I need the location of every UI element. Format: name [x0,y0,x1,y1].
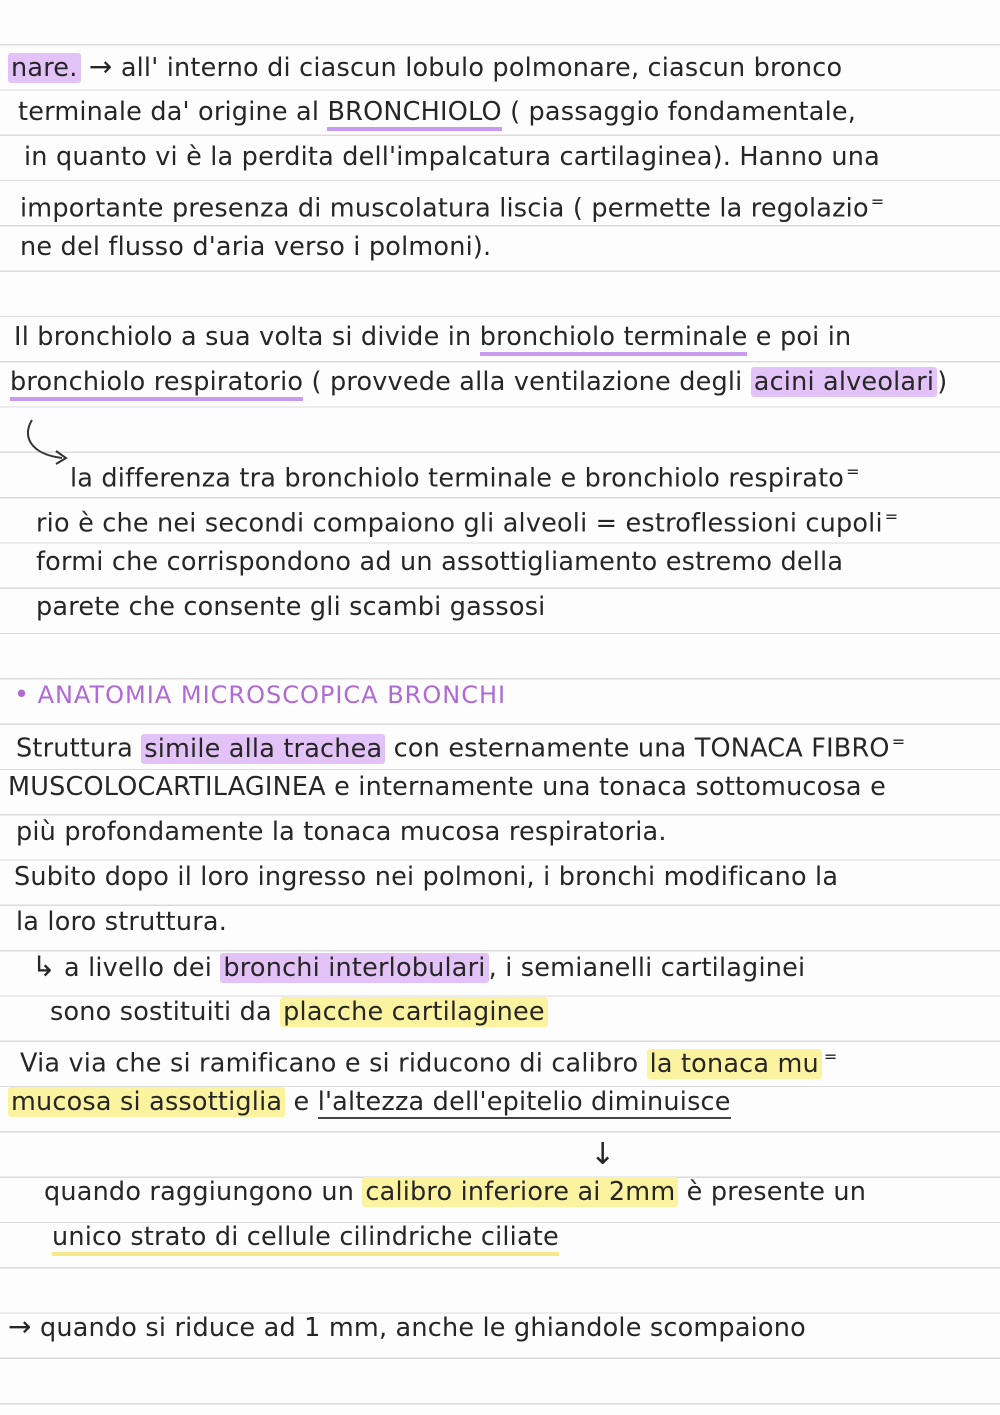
section-heading [14,678,506,712]
text-line [10,365,947,399]
heading-text: ANATOMIA MICROSCOPICA BRONCHI [37,681,507,709]
text-line [70,455,860,496]
arrow-right-icon: → [8,1310,32,1343]
text-segment: ( provvede alla ventilazione degli [303,367,751,397]
highlight-acini: acini alveolari [751,367,937,397]
text-line: più profondamente la tonaca mucosa respiratoria. [16,817,667,847]
text-segment: a livello dei [55,953,221,983]
text-segment: ( passaggio fondamentale, [501,97,857,127]
underlined-strato: unico strato di cellule cilindriche ciliate [52,1222,559,1256]
text-line: MUSCOLOCARTILAGINEA e internamente una tonaca sottomucosa e [8,772,886,802]
text-segment: sono sostituiti da [50,997,281,1027]
hyphen-mark: = [884,507,899,526]
text-line [20,1040,838,1081]
text-segment: all' interno di ciascun lobulo polmonare, ciascun bronco [120,53,843,83]
text-segment: , i semianelli cartilaginei [488,953,806,983]
text-segment: importante presenza di muscolatura liscia ( permette la regolazio [20,193,869,224]
text-line: ne del flusso d'aria verso i polmoni). [20,232,492,262]
text-segment: e poi in [747,322,852,352]
hyphen-mark: = [846,462,860,481]
highlight-calibro: calibro inferiore ai 2mm [362,1177,678,1207]
hyphen-mark: = [870,192,885,211]
text-line [8,1310,806,1345]
text-line [32,950,805,985]
text-segment: ) [937,367,948,397]
text-line [50,995,548,1029]
text-segment: terminale da' origine al [18,97,328,127]
text-line: la loro struttura. [16,907,228,937]
text-line [8,50,842,85]
hyphen-mark: = [891,732,906,751]
text-segment: rio è che nei secondi compaiono gli alveoli = estroflessioni cupoli [36,508,883,539]
text-line: parete che consente gli scambi gassosi [36,592,546,622]
underlined-epitelio: l'altezza dell'epitelio diminuisce [317,1087,731,1117]
hyphen-mark: = [823,1047,838,1066]
text-line [8,1085,731,1119]
highlight-interlobulari: bronchi interlobulari [220,953,488,983]
text-segment: Struttura [16,733,142,764]
down-arrow-icon: ↓ [590,1137,616,1172]
text-segment: Il bronchiolo a sua volta si divide in [14,322,480,352]
text-line [18,95,856,129]
highlight-assottiglia: mucosa si assottiglia [8,1087,285,1117]
text-line: in quanto vi è la perdita dell'impalcatura cartilaginea). Hanno una [24,142,880,172]
bullet-icon: • [14,680,30,710]
text-segment: con esternamente una TONACA FIBRO [385,733,890,764]
highlight-word: nare. [8,53,81,83]
text-segment: Via via che si ramificano e si riducono di calibro [20,1048,647,1079]
text-line [14,320,851,354]
text-line [52,1220,559,1254]
term-bronchiolo: BRONCHIOLO [327,97,501,131]
text-segment: e [285,1087,318,1117]
arrow-right-icon: → [88,50,113,83]
highlight-tonaca: la tonaca mu [647,1049,822,1079]
text-line: formi che corrispondono ad un assottigliamento estremo della [36,547,844,577]
text-segment: quando raggiungono un [44,1177,363,1207]
text-segment: è presente un [678,1177,867,1207]
text-line [36,500,898,541]
text-line [44,1175,866,1209]
text-segment: quando si riduce ad 1 mm, anche le ghiandole scompaiono [31,1313,806,1343]
text-line: Subito dopo il loro ingresso nei polmoni, i bronchi modificano la [14,862,839,892]
term-bronchiolo-terminale: bronchiolo terminale [480,322,748,356]
turn-arrow-icon: ↳ [32,950,56,983]
text-line [16,725,905,766]
highlight-simile: simile alla trachea [141,734,385,764]
text-segment: la differenza tra bronchiolo terminale e bronchiolo respirato [70,463,845,494]
term-bronchiolo-respiratorio: bronchiolo respiratorio [10,367,303,401]
highlight-placche: placche cartilaginee [280,997,548,1027]
text-line [20,185,884,226]
